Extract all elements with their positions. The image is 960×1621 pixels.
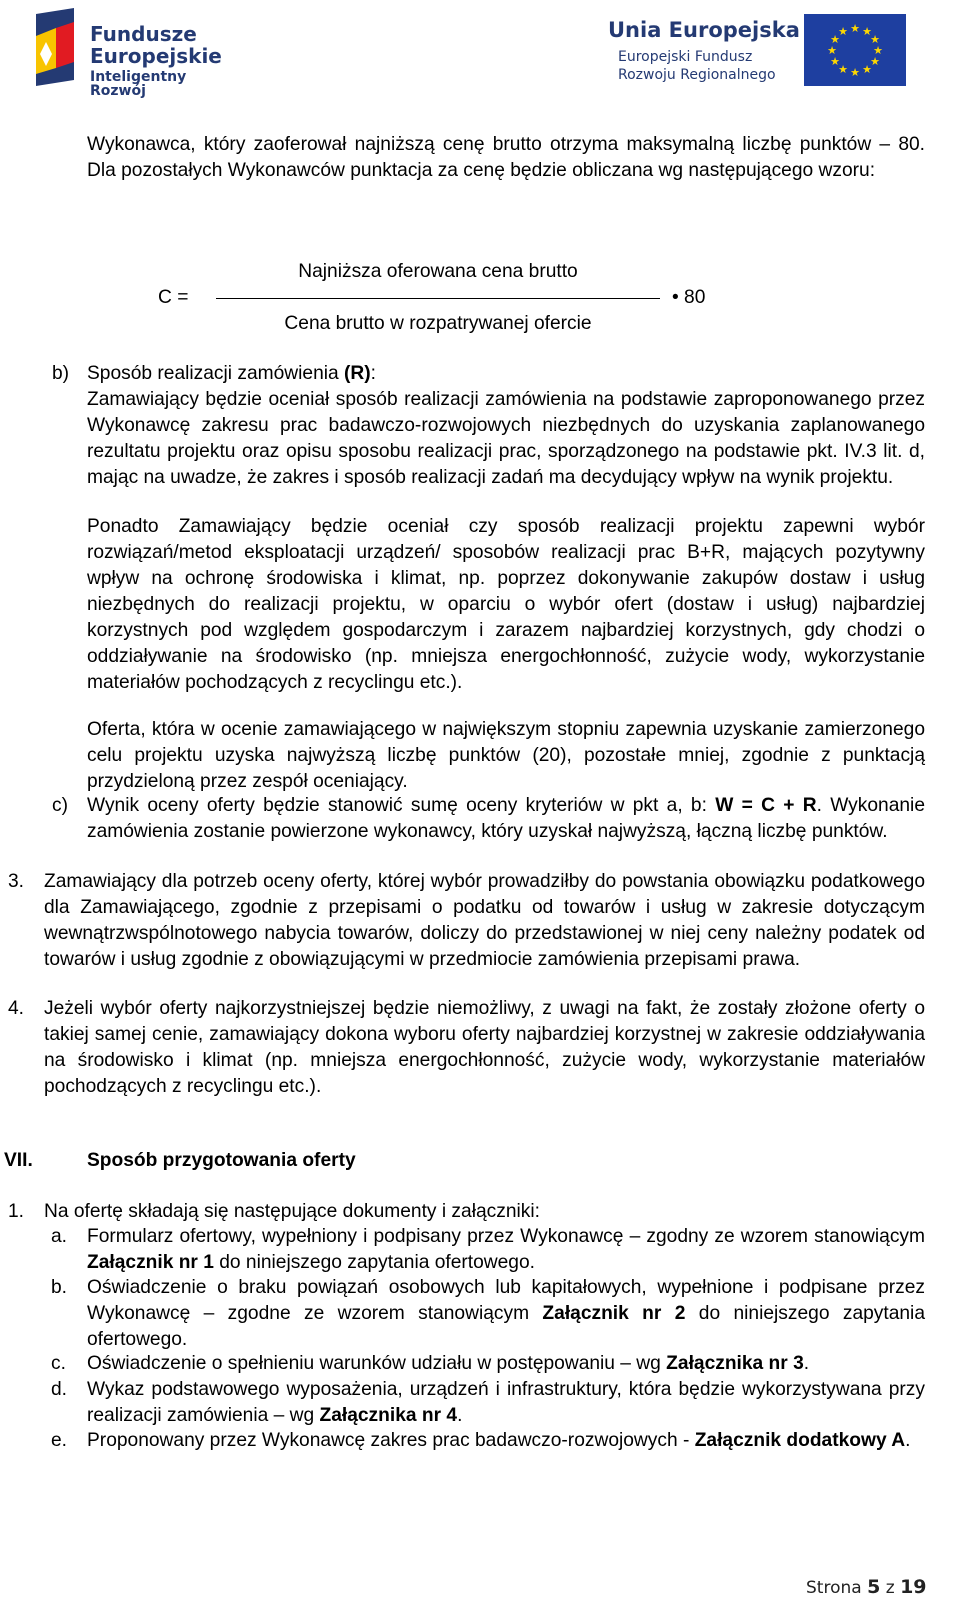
svg-text:★: ★ (838, 63, 848, 76)
funds-logo-line1: Fundusze (90, 22, 197, 46)
c-text-end: . Wykonanie zamówienia zostanie powierzone wykonawcy, który uzyskał najwyższą, łączną liczbę punktów. (87, 795, 925, 842)
section7-title: Sposób przygotowania oferty (87, 1150, 356, 1171)
svg-text:★: ★ (827, 44, 837, 57)
intro-paragraph: Wykonawca, który zaoferował najniższą cenę brutto otrzyma maksymalną liczbę punktów – 80. Dla pozostałych Wykonawców punktacja za cenę będzie obliczana wg następującego wzoru: (87, 134, 925, 181)
c-text: Wynik oceny oferty będzie stanowić sumę oceny kryteriów w pkt a, b: (87, 795, 716, 816)
list-a-text (87, 1224, 925, 1276)
svg-text:★: ★ (862, 25, 872, 38)
list-a-t1: Formularz ofertowy, wypełniony i podpisany przez Wykonawcę – zgodny ze wzorem stanowiącym (87, 1226, 925, 1247)
funds-logo (30, 8, 230, 99)
item3-marker: 3. (8, 871, 25, 892)
list-b-text (87, 1275, 925, 1353)
list-e-t2: . (905, 1430, 911, 1451)
list-d-t1: Wykaz podstawowego wyposażenia, urządzeń i infrastruktury, która będzie wykorzystywana przy realizacji zamówienia – wg (87, 1379, 925, 1426)
b-title-plain: Sposób realizacji zamówienia (87, 363, 345, 384)
item3-paragraph: Zamawiający dla potrzeb oceny oferty, której wybór prowadziłby do powstania obowiązku podatkowego dla Zamawiającego, zgodnie z przepisami o podatku od towarów i usług w zakresie dotyczącym wewnątrzwspólnotowego nabycia towarów, doliczy do przedstawionej w niej ceny należny podatek od towarów i usług zgodnie z obowiązującymi w przedmiocie zamówienia przepisami prawa. (44, 871, 925, 970)
formula-multiplier: • 80 (672, 287, 706, 308)
list-e-text (87, 1428, 925, 1454)
eu-logo-line1: Unia Europejska (608, 18, 800, 42)
list-a-marker: a. (51, 1226, 68, 1247)
eu-logo-line2: Europejski Fundusz (618, 49, 753, 65)
list-c-marker: c. (51, 1353, 66, 1374)
page-current: 5 (867, 1576, 881, 1598)
list-b-t1: Oświadczenie o braku powiązań osobowych lub kapitałowych, wypełnione i podpisane przez Wykonawcę – zgodne ze wzorem stanowiącym (87, 1277, 925, 1324)
page-label: Strona (806, 1578, 862, 1598)
list-c-t2: . (803, 1353, 810, 1374)
svg-text:★: ★ (862, 63, 872, 76)
c-marker: c) (52, 795, 68, 816)
c-formula: W = C + R (715, 795, 817, 816)
list-e-t1: Proponowany przez Wykonawcę zakres prac badawczo-rozwojowych - (87, 1430, 695, 1451)
funds-logo-icon (30, 8, 80, 88)
formula-fraction-line (216, 298, 660, 299)
eu-logo (608, 14, 908, 86)
list-c-bold: Załącznika nr 3 (666, 1353, 804, 1374)
s7-item1-marker: 1. (8, 1201, 25, 1222)
formula-lhs: C = (158, 287, 189, 308)
svg-text:★: ★ (850, 66, 860, 79)
funds-logo-line2: Europejskie (90, 44, 222, 68)
funds-logo-line3: Inteligentny Rozwój (90, 69, 187, 99)
list-d-text (87, 1377, 925, 1429)
list-b-bold: Załącznik nr 2 (542, 1303, 686, 1324)
eu-flag-icon (804, 14, 906, 86)
list-d-marker: d. (51, 1379, 68, 1400)
list-d-bold: Załącznika nr 4 (319, 1405, 458, 1426)
list-d-t2: . (457, 1405, 463, 1426)
c-paragraph (87, 793, 925, 845)
svg-text:★: ★ (830, 55, 840, 68)
page-total: 19 (900, 1576, 927, 1598)
b-paragraph-1: Zamawiający będzie oceniał sposób realizacji zamówienia na podstawie zaproponowanego przez Wykonawcę zakresu prac badawczo-rozwojowych niezbędnych do uzyskania zaplanowanego rezultatu projektu oraz opisu sposobu realizacji prac, sporządzonego na podstawie pkt. IV.3 lit. d, mając na uwadze, że zakres i sposób realizacji zadań ma decydujący wpływ na wynik projektu. (87, 389, 925, 488)
svg-text:★: ★ (830, 33, 840, 46)
page-number (806, 1576, 927, 1598)
eu-logo-line3: Rozwoju Regionalnego (618, 67, 776, 83)
list-e-marker: e. (51, 1430, 68, 1451)
s7-item1-text: Na ofertę składają się następujące dokumenty i załączniki: (44, 1201, 540, 1222)
page-of: z (885, 1578, 895, 1598)
b-title-bold: (R) (344, 363, 371, 384)
formula-numerator: Najniższa oferowana cena brutto (298, 261, 578, 282)
b-title-end: : (370, 363, 377, 384)
section7-marker: VII. (4, 1150, 33, 1171)
svg-text:★: ★ (850, 22, 860, 35)
svg-text:★: ★ (873, 44, 883, 57)
b-marker: b) (52, 363, 70, 384)
list-b-t2: do niniejszego zapytania ofertowego. (87, 1303, 925, 1350)
b-paragraph-2: Ponadto Zamawiający będzie oceniał czy sposób realizacji projektu zapewni wybór rozwiązań/metod eksploatacji urządzeń/ sposobów realizacji prac B+R, mających pozytywny wpływ na ochronę środowiska i klimat, np. poprzez dokonywanie zakupów dostaw i usług niezbędnych do realizacji projektu, w oparciu o wybór ofert (dostaw i usług) najbardziej korzystnych pod względem gospodarczym i zarazem najbardziej korzystnych, gdy chodzi o oddziaływanie na środowisko (np. mniejsza energochłonność, zużycie wody, wykorzystanie materiałów pochodzących z recyclingu etc.). (87, 516, 925, 693)
item4-paragraph: Jeżeli wybór oferty najkorzystniejszej będzie niemożliwy, z uwagi na fakt, że zostały złożone oferty o takiej samej cenie, zamawiający dokona wyboru oferty najbardziej korzystnej w zakresie oddziaływania na środowisko i klimat (np. mniejsza energochłonność, zużycie wody, wykorzystanie materiałów pochodzących z recyclingu etc.). (44, 998, 925, 1097)
formula-denominator: Cena brutto w rozpatrywanej ofercie (284, 313, 592, 334)
list-c-text (87, 1351, 925, 1377)
svg-text:★: ★ (838, 25, 848, 38)
list-a-t2: do niniejszego zapytania ofertowego. (213, 1252, 535, 1273)
item4-marker: 4. (8, 998, 25, 1019)
b-title (87, 361, 925, 387)
list-a-bold: Załącznik nr 1 (87, 1252, 214, 1273)
b-paragraph-3: Oferta, która w ocenie zamawiającego w największym stopniu zapewnia uzyskanie zamierzonego celu projektu uzyska najwyższą liczbę punktów (20), pozostałe mniej, zgodnie z punktacją przydzieloną przez zespół oceniający. (87, 719, 925, 792)
list-c-t1: Oświadczenie o spełnieniu warunków udziału w postępowaniu – wg (87, 1353, 667, 1374)
list-e-bold: Załącznik dodatkowy A (694, 1430, 906, 1451)
svg-text:★: ★ (870, 33, 880, 46)
svg-text:★: ★ (870, 55, 880, 68)
list-b-marker: b. (51, 1277, 68, 1298)
